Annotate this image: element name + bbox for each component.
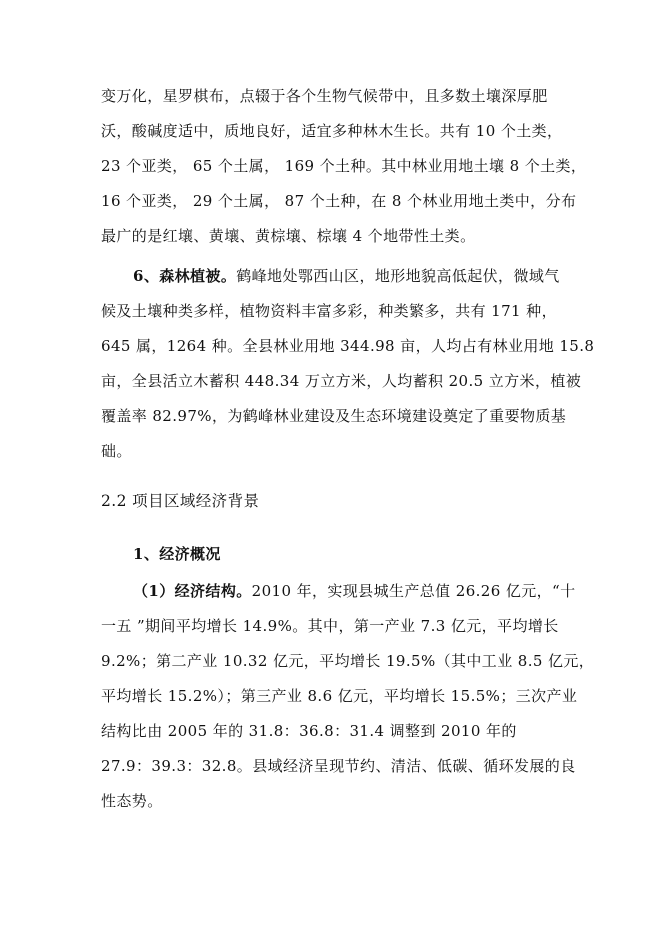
soil-line-1: 变万化，星罗棋布，点辍于各个生物气候带中，且多数土壤深厚肥 — [101, 87, 548, 105]
soil-line-4: 16 个亚类， 29 个土属， 87 个土种，在 8 个林业用地土类中，分布 — [101, 192, 577, 210]
forest-line-3: 645 属，1264 种。全县林业用地 344.98 亩，人均占有林业用地 15.8 — [101, 337, 595, 355]
forest-line-1 — [133, 266, 560, 286]
economy-line-6: 27.9：39.3：32.8。县域经济呈现节约、清洁、低碳、循环发展的良 — [101, 757, 576, 775]
economy-line-1-text: 2010 年，实现县城生产总值 26.26 亿元，“十 — [251, 582, 576, 600]
section-heading: 2.2 项目区域经济背景 — [101, 492, 260, 510]
economy-line-5: 结构比由 2005 年的 31.8：36.8：31.4 调整到 2010 年的 — [101, 722, 517, 740]
forest-line-2: 候及土壤种类多样，植物资料丰富多彩，种类繁多，共有 171 种， — [101, 302, 557, 320]
economy-line-2: 一五 ”期间平均增长 14.9%。其中，第一产业 7.3 亿元，平均增长 — [101, 617, 559, 635]
economy-line-3: 9.2%；第二产业 10.32 亿元，平均增长 19.5%（其中工业 8.5 亿元， — [101, 652, 595, 670]
forest-line-4: 亩，全县活立木蓄积 448.34 万立方米，人均蓄积 20.5 立方米，植被 — [101, 372, 582, 390]
soil-line-2: 沃，酸碱度适中，质地良好，适宜多种林木生长。共有 10 个土类， — [101, 122, 563, 140]
subheading-economy: 1、经济概况 — [133, 545, 221, 563]
economy-lead: （1）经济结构。 — [133, 582, 252, 600]
soil-line-5: 最广的是红壤、黄壤、黄棕壤、棕壤 4 个地带性土类。 — [101, 227, 476, 245]
economy-line-1 — [133, 581, 576, 601]
forest-line-6: 础。 — [101, 442, 132, 460]
forest-lead: 6、森林植被。 — [133, 267, 237, 285]
economy-line-4: 平均增长 15.2%）；第三产业 8.6 亿元，平均增长 15.5%；三次产业 — [101, 687, 578, 705]
economy-line-7: 性态势。 — [101, 792, 163, 810]
soil-line-3: 23 个亚类， 65 个土属， 169 个土种。其中林业用地土壤 8 个土类， — [101, 157, 587, 175]
forest-line-5: 覆盖率 82.97%，为鹤峰林业建设及生态环境建设奠定了重要物质基 — [101, 407, 567, 425]
forest-line-1-text: 鹤峰地处鄂西山区，地形地貌高低起伏，微域气 — [236, 267, 560, 285]
